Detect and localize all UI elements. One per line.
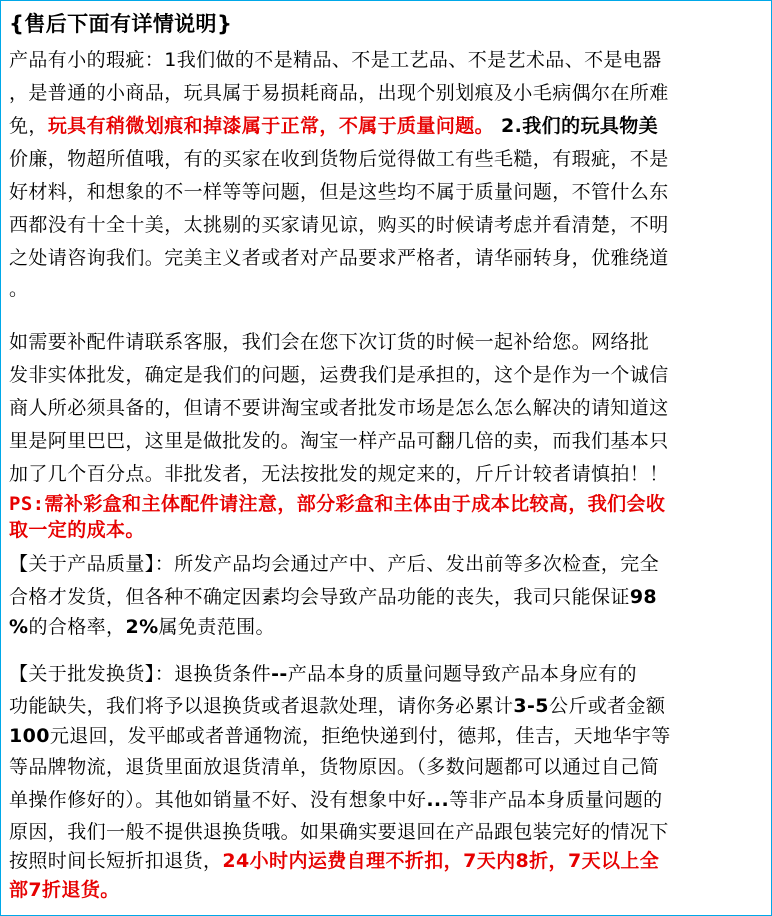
p1-line-3-end: 2.我们的玩具物美 <box>494 115 659 137</box>
p4-line-4: 等品牌物流，退货里面放退货清单，货物原因。（多数问题都可以通过自己简 <box>9 756 660 778</box>
p4-weight-range: 3-5 <box>513 695 549 717</box>
p2-line-3: 商人所必须具备的，但请不要讲淘宝或者批发市场是怎么怎么解决的请知道这 <box>9 397 669 419</box>
p3-exempt-text: 属免责范围。 <box>158 616 275 638</box>
p3-rate-98: 98 <box>629 586 658 608</box>
p3-line-3 <box>9 616 275 638</box>
page-title: {售后下面有详情说明} <box>9 12 233 36</box>
p1-line-4: 价廉，物超所值哦，有的买家在收到货物后觉得做工有些毛糙，有瑕疵，不是 <box>9 148 669 170</box>
p4-discount-7: 7 <box>28 879 43 901</box>
p4-over-days: 天以上全 <box>581 850 660 872</box>
p4-all: 部 <box>9 879 29 901</box>
p2-line-7: 取一定的成本。 <box>9 519 145 541</box>
p2-line-2: 发非实体批发，确定是我们的问题，运费我们是承担的，这个是作为一个诚信 <box>9 364 669 386</box>
p2-line-1: 如需要补配件请联系客服，我们会在您下次订货的时候一起补给您。网络批 <box>9 331 650 353</box>
p3-line-1: 【关于产品质量】：所发产品均会通过产中、产后、发出前等多次检查，完全 <box>9 553 660 575</box>
p1-line-3 <box>9 115 658 137</box>
p4-line-1 <box>9 663 637 685</box>
p4-within-days: 天内 <box>476 850 516 872</box>
p4-line-3 <box>9 725 671 747</box>
p4-line-7-start: 按照时间长短折扣退货， <box>9 850 223 872</box>
p1-line-2: ，是普通的小商品，玩具属于易损耗商品，出现个别划痕及小毛病偶尔在所难 <box>9 82 669 104</box>
p1-line-8: 。 <box>9 278 29 300</box>
p1-line-5: 好材料，和想象的不一样等等问题，但是这些均不属于质量问题，不管什么东 <box>9 181 669 203</box>
p1-line-1: 产品有小的瑕疵：1我们做的不是精品、不是工艺品、不是艺术品、不是电器 <box>9 49 662 71</box>
p4-line-1-end: 产品本身的质量问题导致产品本身应有的 <box>287 663 637 685</box>
p3-line-2 <box>9 586 657 608</box>
p2-line-6 <box>9 493 665 515</box>
p4-line-7 <box>9 850 659 872</box>
p1-line-7: 之处请咨询我们。完美主义者或者对产品要求严格者，请华丽转身，优雅绕道 <box>9 247 669 269</box>
ps-label: PS: <box>9 493 45 515</box>
p4-24h-rule: 小时内运费自理不折扣， <box>249 850 464 872</box>
p4-days-7b: 7 <box>567 850 582 872</box>
p2-ps-note: 需补彩盒和主体配件请注意，部分彩盒和主体由于成本比较高，我们会收 <box>44 493 666 515</box>
p4-line-8 <box>9 879 120 901</box>
p3-line-2-text: 合格才发货，但各种不确定因素均会导致产品功能的丧失，我司只能保证 <box>9 586 630 608</box>
p1-highlight-scratch-note: 玩具有稍微划痕和掉漆属于正常，不属于质量问题。 <box>47 115 495 137</box>
p1-line-3-start: 免， <box>9 115 48 137</box>
p4-heading: 【关于批发换货】：退换货条件 <box>9 663 272 685</box>
p4-line-2 <box>9 695 665 717</box>
p4-line-6: 原因，我们一般不提供退换货哦。如果确实要退回在产品跟包装完好的情况下 <box>9 821 669 843</box>
p4-ellipsis: ... <box>426 789 450 811</box>
p4-line-2-start: 功能缺失，我们将予以退换货或者退款处理，请你务必累计 <box>9 695 514 717</box>
p4-discount-8: 8 <box>515 850 530 872</box>
p4-line-3-text: 元退回，发平邮或者普通物流，拒绝快递到付，德邦，佳吉，天地华宇等 <box>49 725 671 747</box>
p2-line-4: 里是阿里巴巴，这里是做批发的。淘宝一样产品可翻几倍的卖，而我们基本只 <box>9 430 669 452</box>
p4-line-2-end: 公斤或者金额 <box>548 695 666 717</box>
p4-line-5 <box>9 789 663 811</box>
p4-line-5-end: 等非产品本身质量问题的 <box>449 789 663 811</box>
p3-percent: % <box>9 616 29 638</box>
p2-line-5: 加了几个百分点。非批发者，无法按批发的规定来的，斤斤计较者请慎拍！！ <box>9 463 669 485</box>
p4-hours-24: 24 <box>222 850 250 872</box>
p4-return-end: 折退货。 <box>42 879 120 901</box>
p4-line-5-start: 单操作修好的）。其他如销量不好、没有想象中好 <box>9 789 427 811</box>
p3-pass-rate-text: 的合格率， <box>28 616 126 638</box>
p3-rate-2: 2% <box>125 616 159 638</box>
p1-line-6: 西都没有十全十美，太挑剔的买家请见谅，购买的时候请考虑并看清楚，不明 <box>9 214 669 236</box>
p4-dash: -- <box>271 663 288 685</box>
p4-discount-label: 折， <box>529 850 568 872</box>
p4-amount: 100 <box>9 725 50 747</box>
p4-days-7a: 7 <box>463 850 477 872</box>
